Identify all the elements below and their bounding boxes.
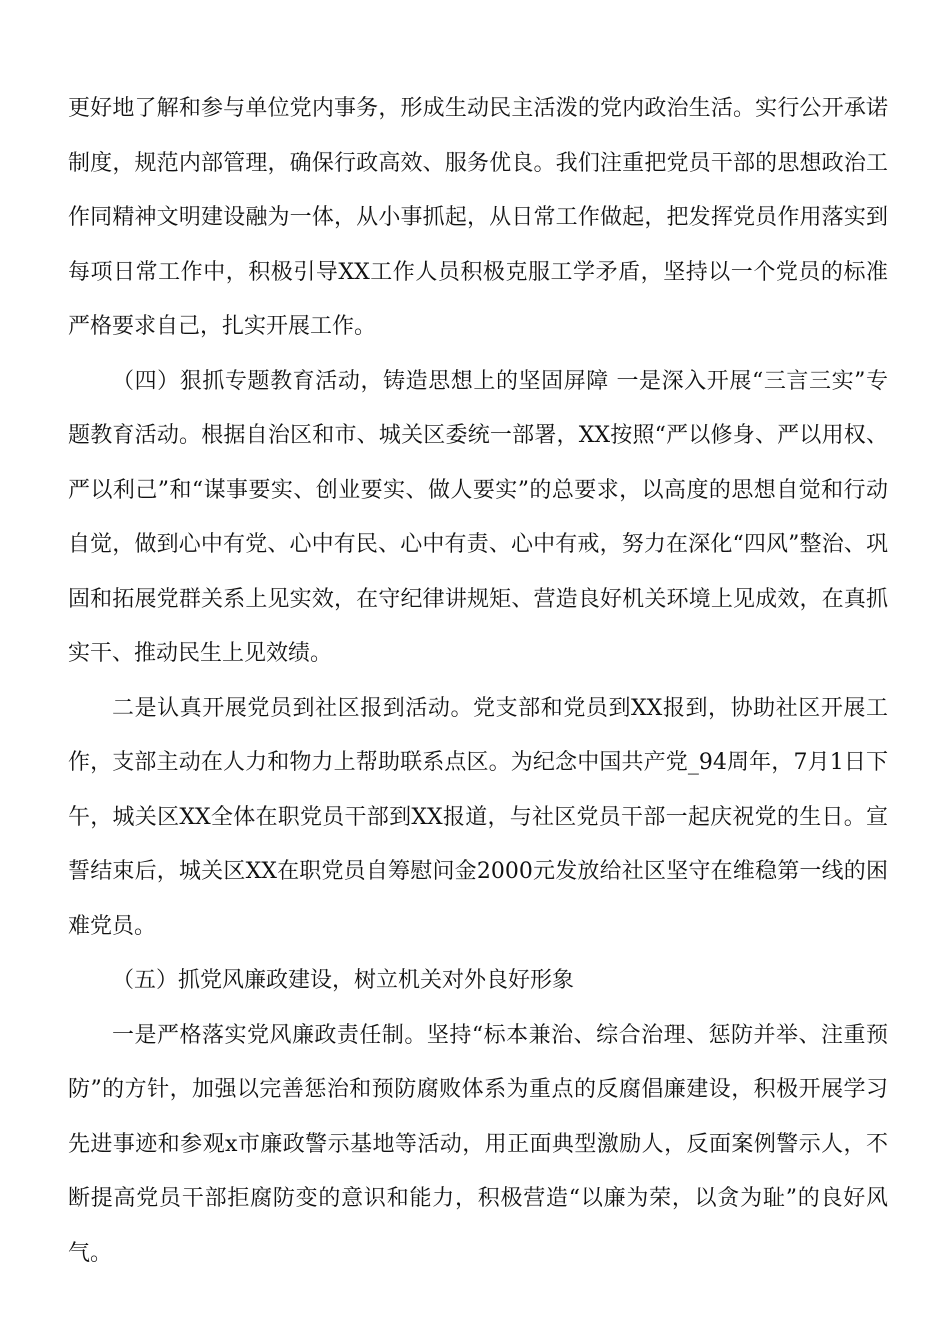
paragraph-anti-corruption: 一是严格落实党风廉政责任制。坚持“标本兼治、综合治理、惩防并举、注重预防”的方针，加强以完善惩治和预防腐败体系为重点的反腐倡廉建设，积极开展学习先进事迹和参观x市廉政警示基地等活动，用正面典型激励人，反面案例警示人，不断提高党员干部拒腐防变的意识和能力，积极营造“以廉为荣，以贪为耻”的良好风气。 [68, 1022, 888, 1266]
paragraph-section-four: （四）狠抓专题教育活动，铸造思想上的坚固屏障 一是深入开展“三言三实”专题教育活动。根据自治区和市、城关区委统一部署，XX按照“严以修身、严以用权、严以利己”和“谋事要实、创业要实、做人要实”的总要求，以高度的思想自觉和行动自觉，做到心中有党、心中有民、心中有责、心中有戒，努力在深化“四风”整治、巩固和拓展党群关系上见实效，在守纪律讲规矩、营造良好机关环境上见成效，在真抓实干、推动民生上见效绩。 [68, 368, 888, 666]
paragraph-continuation: 更好地了解和参与单位党内事务，形成生动民主活泼的党内政治生活。实行公开承诺制度，规范内部管理，确保行政高效、服务优良。我们注重把党员干部的思想政治工作同精神文明建设融为一体，从小事抓起，从日常工作做起，把发挥党员作用落实到每项日常工作中，积极引导XX工作人员积极克服工学矛盾，坚持以一个党员的标准严格要求自己，扎实开展工作。 [68, 96, 888, 339]
document-body [68, 82, 888, 1281]
paragraph-community-report: 二是认真开展党员到社区报到活动。党支部和党员到XX报到，协助社区开展工作，支部主动在人力和物力上帮助联系点区。为纪念中国共产党_94周年，7月1日下午，城关区XX全体在职党员干部到XX报道，与社区党员干部一起庆祝党的生日。宣誓结束后，城关区XX在职党员自筹慰问金2000元发放给社区坚守在维稳第一线的困难党员。 [68, 695, 888, 939]
section-five-heading: （五）抓党风廉政建设，树立机关对外良好形象 [112, 968, 575, 993]
